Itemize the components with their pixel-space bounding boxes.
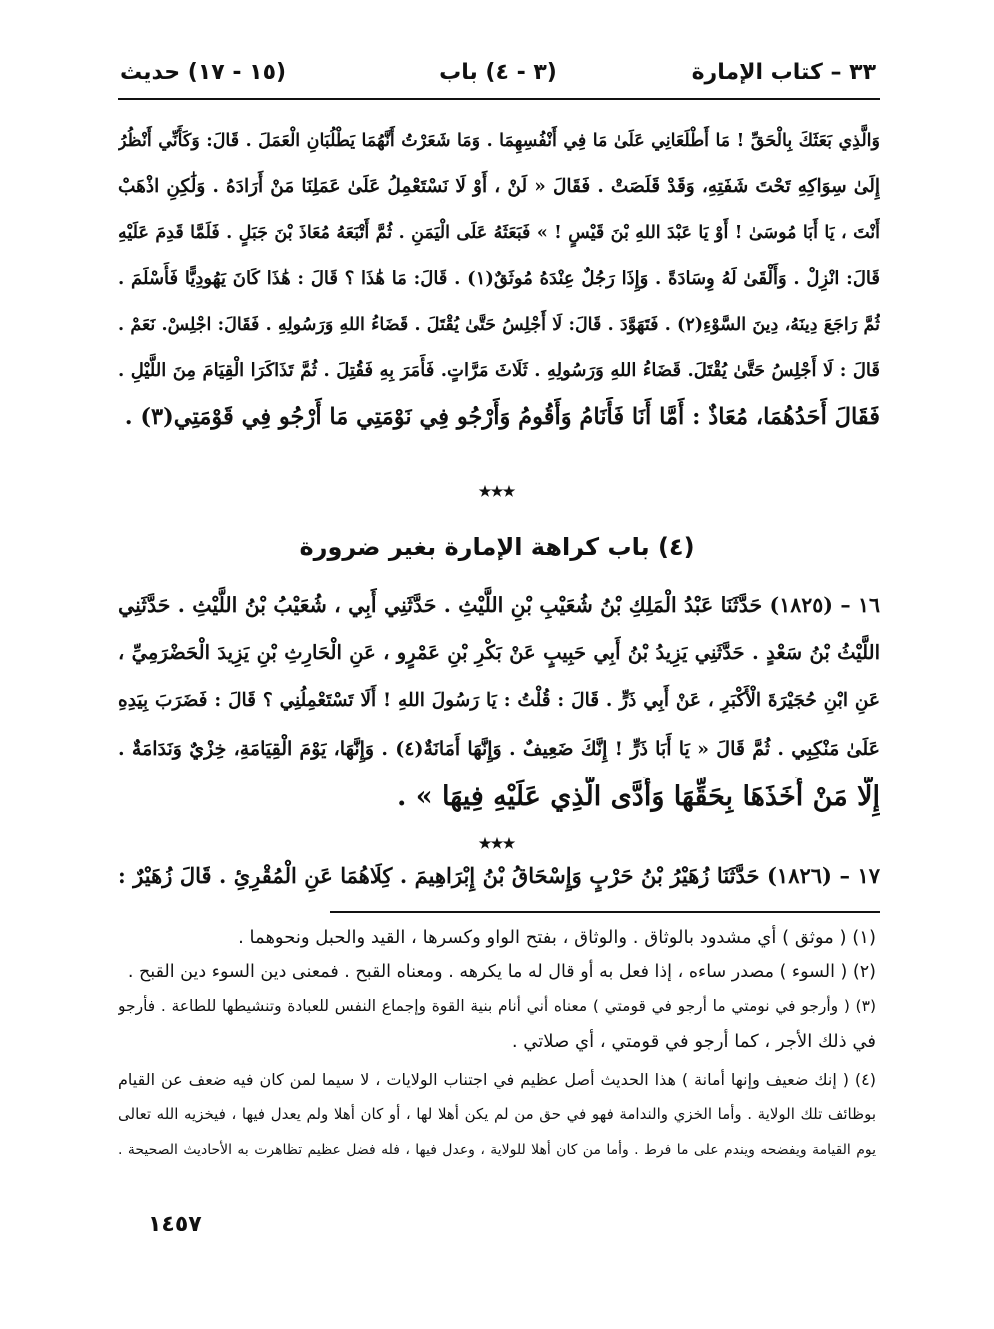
- footnote: يوم القيامة ويفضحه ويندم على ما فرط . وأما من كان أهلا للولاية ، وعدل فيها ، فله فضل عظيم تظاهرت به الأحاديث الصحيحة .: [118, 1142, 876, 1158]
- hadith-line: ١٦ – (١٨٢٥) حَدَّثَنَا عَبْدُ الْمَلِكِ بْنُ شُعَيْبِ بْنِ اللَّيْثِ . حَدَّثَنِي أَبِي ، شُعَيْبُ بْنُ اللَّيْثِ . حَدَّثَنِي: [118, 593, 880, 617]
- header-rule: [118, 98, 880, 100]
- footnote: (٢) ( السوء ) مصدر ساءه ، إذا فعل به أو قال له ما يكرهه . ومعناه القبح . فمعنى دين السوء دين القبح .: [127, 962, 876, 982]
- hadith-range: (١٥ - ١٧) حديث: [120, 60, 287, 85]
- text-line: ثُمَّ رَاجَعَ دِينَهُ، دِينَ السَّوْءِ(٢) . فَتَهَوَّدَ . قَالَ: لَا أَجْلِسُ حَتَّىٰ يُقْتَلَ . قَضَاءُ اللهِ وَرَسُولِهِ . فَقَالَ: اجْلِسْ. نَعَمْ .: [118, 315, 880, 335]
- running-header: [120, 58, 876, 94]
- chapter-range: (٣ - ٤) باب: [439, 60, 557, 85]
- footnote: (١) ( موثق ) أي مشدود بالوثاق . والوثاق ، بفتح الواو وكسرها ، القيد والحبل ونحوهما .: [238, 927, 876, 948]
- hadith-line: إِلَّا مَنْ أَخَذَهَا بِحَقِّهَا وَأَدَّى الَّذِي عَلَيْهِ فِيهَا » .: [396, 781, 880, 812]
- hadith-line: ١٧ – (١٨٢٦) حَدَّثَنَا زُهَيْرُ بْنُ حَرْبٍ وَإِسْحَاقُ بْنُ إِبْرَاهِيمَ . كِلَاهُمَا عَنِ الْمُقْرِئِ . قَالَ زُهَيْرٌ :: [118, 863, 880, 888]
- footnote: (٣) ( وأرجو في نومتي ما أرجو في قومتي ) معناه أني أنام بنية القوة وإجماع النفس للعبادة وتنشيطها للطاعة . فأرجو: [118, 997, 876, 1015]
- text-line: أَنْتَ ، يَا أَبَا مُوسَىٰ ! أَوْ يَا عَبْدَ اللهِ بْنَ قَيْسٍ ! » فَبَعَثَهُ عَلَى الْيَمَنِ . ثُمَّ أَتْبَعَهُ مُعَاذَ بْنَ جَبَلٍ . فَلَمَّا قَدِمَ عَلَيْهِ: [118, 223, 880, 243]
- footnote-rule: [330, 911, 880, 913]
- page-number: ١٤٥٧: [148, 1212, 202, 1237]
- hadith-line: عَنِ ابْنِ حُجَيْرَةَ الْأَكْبَرِ ، عَنْ أَبِي ذَرٍّ . قَالَ : قُلْتُ : يَا رَسُولَ اللهِ ! أَلَا تَسْتَعْمِلُنِي ؟ قَالَ : فَضَرَبَ بِيَدِهِ: [118, 690, 880, 711]
- section-separator: ٭٭٭: [479, 830, 515, 856]
- hadith-line: عَلَىٰ مَنْكِبِي . ثُمَّ قَالَ « يَا أَبَا ذَرٍّ ! إِنَّكَ ضَعِيفٌ . وَإِنَّهَا أَمَانَةٌ(٤) . وَإِنَّهَا، يَوْمَ الْقِيَامَةِ، خِزْيٌ وَنَدَامَةٌ .: [118, 738, 880, 760]
- footnote: في ذلك الأجر ، كما أرجو في قومتي ، أي صلاتي .: [511, 1031, 876, 1052]
- text-line: قَالَ : لَا أَجْلِسُ حَتَّىٰ يُقْتَلَ. قَضَاءُ اللهِ وَرَسُولِهِ . ثَلَاثَ مَرَّاتٍ. فَأَمَرَ بِهِ فَقُتِلَ . ثُمَّ تَذَاكَرَا الْقِيَامَ مِنَ اللَّيْلِ .: [118, 360, 880, 381]
- text-line: قَالَ: انْزِلْ . وَأَلْقَىٰ لَهُ وِسَادَةً . وَإِذَا رَجُلٌ عِنْدَهُ مُوثَقٌ(١) . قَالَ: مَا هَٰذَا ؟ قَالَ : هَٰذَا كَانَ يَهُودِيًّا فَأَسْلَمَ .: [118, 268, 880, 289]
- hadith-line: اللَّيْثُ بْنُ سَعْدٍ . حَدَّثَنِي يَزِيدُ بْنُ أَبِي حَبِيبٍ عَنْ بَكْرِ بْنِ عَمْرٍو ، عَنِ الْحَارِثِ بْنِ يَزِيدَ الْحَضْرَمِيِّ ،: [118, 641, 880, 664]
- footnote: بوظائف تلك الولاية . وأما الخزي والندامة فهو في حق من لم يكن أهلا لها ، أو كان أهلا ولم يعدل فيها ، فيخزيه الله تعالى: [118, 1105, 876, 1123]
- chapter-heading: (٤) باب كراهة الإمارة بغير ضرورة: [299, 533, 695, 561]
- text-line: فَقَالَ أَحَدُهُمَا، مُعَاذٌ : أَمَّا أَنَا فَأَنَامُ وَأَقُومُ وَأَرْجُو فِي نَوْمَتِي مَا أَرْجُو فِي قَوْمَتِي(٣) .: [124, 404, 880, 430]
- section-separator: ٭٭٭: [479, 478, 515, 504]
- text-line: إِلَىٰ سِوَاكِهِ تَحْتَ شَفَتِهِ، وَقَدْ قَلَصَتْ . فَقَالَ « لَنْ ، أَوْ لَا نَسْتَعْمِلُ عَلَىٰ عَمَلِنَا مَنْ أَرَادَهُ . وَلَٰكِنِ اذْهَبْ: [118, 176, 880, 197]
- footnote: (٤) ( إنك ضعيف وإنها أمانة ) هذا الحديث أصل عظيم في اجتناب الولايات ، لا سيما لمن كان فيه ضعف عن القيام: [118, 1070, 876, 1089]
- book-title: ٣٣ – كتاب الإمارة: [691, 60, 876, 85]
- text-line: وَالَّذِي بَعَثَكَ بِالْحَقِّ ! مَا أَطْلَعَانِي عَلَىٰ مَا فِي أَنْفُسِهِمَا . وَمَا شَعَرْتُ أَنَّهُمَا يَطْلُبَانِ الْعَمَلَ . قَالَ: وَكَأَنِّي أَنْظُرُ: [118, 131, 880, 151]
